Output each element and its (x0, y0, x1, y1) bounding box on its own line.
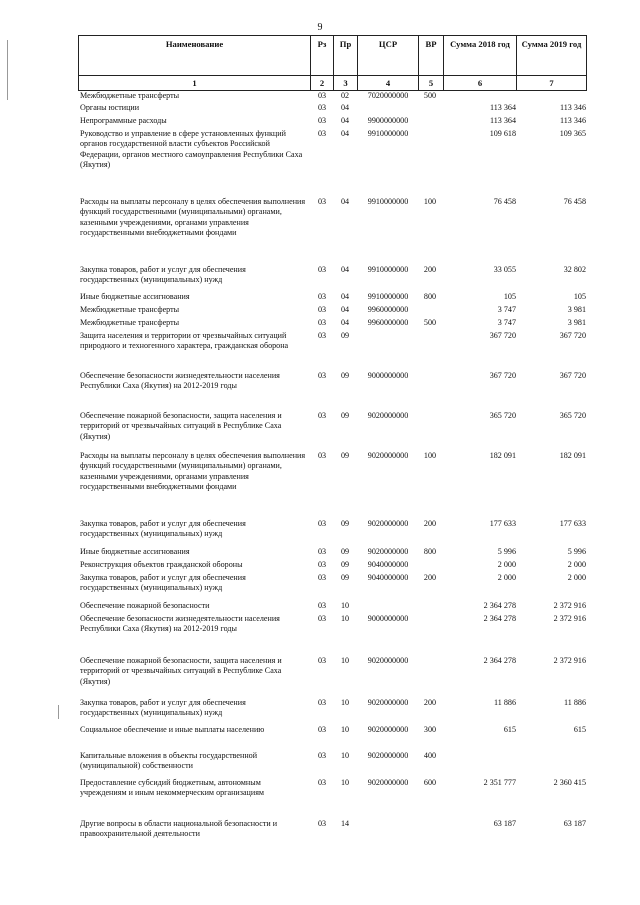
row-vr: 200 (423, 573, 437, 582)
row-csr: 9020000000 (367, 519, 409, 528)
col-number: 3 (334, 76, 358, 91)
row-sum-2018: 177 633 (489, 519, 516, 528)
row-name: Органы юстиции (80, 103, 140, 112)
row-vr: 200 (423, 265, 437, 274)
row-vr: 200 (423, 698, 437, 707)
row-csr: 9020000000 (367, 451, 409, 460)
row-csr: 9020000000 (367, 656, 409, 665)
row-vr: 500 (423, 91, 437, 100)
row-name: Обеспечение безопасности жизнедеятельности населения Республики Саха (Якутия) на 2012-2019 годы (80, 371, 280, 391)
row-sum-2018: 63 187 (493, 819, 516, 828)
row-pr: 04 (340, 265, 350, 274)
row-pr: 09 (340, 451, 350, 460)
row-rz: 03 (317, 819, 327, 828)
row-csr: 7020000000 (367, 91, 409, 100)
column-number-row (79, 76, 587, 91)
row-pr: 10 (340, 601, 350, 610)
row-pr: 10 (340, 698, 350, 707)
col-number: 7 (517, 76, 587, 91)
header-sum-2019: Сумма 2019 год (517, 36, 587, 76)
row-csr: 9040000000 (367, 560, 409, 569)
row-sum-2018: 5 996 (497, 547, 516, 556)
row-sum-2018: 33 055 (493, 265, 516, 274)
row-sum-2018: 109 618 (489, 129, 516, 138)
row-pr: 02 (340, 91, 350, 100)
row-sum-2018: 615 (503, 725, 516, 734)
row-sum-2018: 113 364 (489, 103, 516, 112)
row-sum-2018: 3 747 (497, 318, 516, 327)
row-csr: 9960000000 (367, 318, 409, 327)
row-csr: 9020000000 (367, 547, 409, 556)
row-sum-2019: 5 996 (567, 547, 586, 556)
row-rz: 03 (317, 656, 327, 665)
row-rz: 03 (317, 560, 327, 569)
row-rz: 03 (317, 411, 327, 420)
row-sum-2019: 615 (573, 725, 586, 734)
row-sum-2019: 63 187 (563, 819, 586, 828)
header-row (79, 36, 587, 76)
row-pr: 04 (340, 129, 350, 138)
row-sum-2018: 2 364 278 (483, 614, 516, 623)
row-csr: 9000000000 (367, 614, 409, 623)
row-rz: 03 (317, 519, 327, 528)
row-sum-2019: 2 000 (567, 560, 586, 569)
row-sum-2019: 11 886 (564, 698, 586, 707)
row-name: Иные бюджетные ассигнования (80, 292, 190, 301)
row-name: Расходы на выплаты персоналу в целях обеспечения выполнения функций государственными (муниципальными) органами, казенными учреждениями, органами управления государственными внебюджетными фондами (80, 197, 306, 238)
row-pr: 09 (340, 411, 350, 420)
row-sum-2018: 113 364 (489, 116, 516, 125)
row-pr: 04 (340, 318, 350, 327)
row-name: Социальное обеспечение и иные выплаты населению (80, 725, 265, 734)
row-sum-2018: 367 720 (489, 331, 516, 340)
row-sum-2019: 32 802 (563, 265, 586, 274)
header-sum-2018: Сумма 2018 год (444, 36, 517, 76)
row-sum-2018: 182 091 (489, 451, 516, 460)
row-sum-2018: 105 (503, 292, 516, 301)
row-csr: 9900000000 (367, 116, 409, 125)
row-csr: 9020000000 (367, 778, 409, 787)
row-sum-2019: 365 720 (559, 411, 586, 420)
row-pr: 04 (340, 292, 350, 301)
header-pr: Пр (334, 36, 358, 76)
row-name: Закупка товаров, работ и услуг для обеспечения государственных (муниципальных) нужд (80, 573, 246, 593)
row-name: Расходы на выплаты персоналу в целях обеспечения выполнения функций государственными (муниципальными) органами, казенными учреждениями, органами управления государственными внебюджетными фондами (80, 451, 306, 492)
row-name: Обеспечение безопасности жизнедеятельности населения Республики Саха (Якутия) на 2012-2019 годы (80, 614, 280, 634)
row-pr: 10 (340, 778, 350, 787)
row-vr: 200 (423, 519, 437, 528)
row-name: Реконструкция объектов гражданской обороны (80, 560, 243, 569)
row-name: Закупка товаров, работ и услуг для обеспечения государственных (муниципальных) нужд (80, 265, 246, 285)
col-number: 4 (358, 76, 419, 91)
row-name: Непрограммные расходы (80, 116, 167, 125)
page-number: 9 (317, 22, 323, 33)
header-vr: ВР (419, 36, 444, 76)
row-sum-2019: 2 372 916 (553, 614, 586, 623)
row-csr: 9020000000 (367, 725, 409, 734)
row-pr: 09 (340, 547, 350, 556)
row-rz: 03 (317, 103, 327, 112)
row-rz: 03 (317, 331, 327, 340)
row-rz: 03 (317, 451, 327, 460)
row-csr: 9910000000 (367, 292, 409, 301)
row-csr: 9020000000 (367, 411, 409, 420)
row-sum-2019: 3 981 (567, 318, 586, 327)
row-sum-2019: 2 360 415 (553, 778, 586, 787)
row-name: Капитальные вложения в объекты государственной (муниципальной) собственности (80, 751, 258, 771)
row-csr: 9020000000 (367, 751, 409, 760)
row-rz: 03 (317, 547, 327, 556)
row-name: Обеспечение пожарной безопасности (80, 601, 210, 610)
row-sum-2019: 177 633 (559, 519, 586, 528)
col-number: 2 (311, 76, 334, 91)
row-csr: 9040000000 (367, 573, 409, 582)
row-pr: 04 (340, 103, 350, 112)
row-name: Иные бюджетные ассигнования (80, 547, 190, 556)
row-sum-2019: 109 365 (559, 129, 586, 138)
row-name: Межбюджетные трансферты (80, 91, 180, 100)
row-sum-2019: 3 981 (567, 305, 586, 314)
row-rz: 03 (317, 725, 327, 734)
row-csr: 9910000000 (367, 129, 409, 138)
row-pr: 10 (340, 656, 350, 665)
row-name: Защита населения и территории от чрезвычайных ситуаций природного и техногенного характера, гражданская оборона (80, 331, 289, 351)
row-sum-2019: 105 (573, 292, 586, 301)
row-vr: 800 (423, 547, 437, 556)
row-sum-2018: 2 000 (497, 560, 516, 569)
row-rz: 03 (317, 371, 327, 380)
header-rz: Рз (311, 36, 334, 76)
row-pr: 04 (340, 116, 350, 125)
row-sum-2018: 2 000 (497, 573, 516, 582)
row-vr: 800 (423, 292, 437, 301)
row-rz: 03 (317, 91, 327, 100)
row-rz: 03 (317, 197, 327, 206)
row-sum-2018: 3 747 (497, 305, 516, 314)
row-csr: 9960000000 (367, 305, 409, 314)
row-name: Предоставление субсидий бюджетным, автономным учреждениям и иным некоммерческим организациям (80, 778, 265, 798)
scan-margin-mark (7, 40, 8, 100)
row-sum-2019: 2 372 916 (553, 601, 586, 610)
row-rz: 03 (317, 116, 327, 125)
row-vr: 500 (423, 318, 437, 327)
row-csr: 9910000000 (367, 265, 409, 274)
row-rz: 03 (317, 778, 327, 787)
header-name: Наименование (79, 36, 311, 76)
col-number: 6 (444, 76, 517, 91)
row-name: Другие вопросы в области национальной безопасности и правоохранительной деятельности (80, 819, 278, 839)
row-vr: 600 (423, 778, 437, 787)
row-sum-2018: 2 351 777 (483, 778, 516, 787)
row-sum-2019: 2 000 (567, 573, 586, 582)
row-sum-2019: 367 720 (559, 371, 586, 380)
row-pr: 10 (340, 751, 350, 760)
row-sum-2018: 2 364 278 (483, 656, 516, 665)
scan-margin-mark (58, 705, 59, 719)
row-name: Закупка товаров, работ и услуг для обеспечения государственных (муниципальных) нужд (80, 519, 246, 539)
row-pr: 10 (340, 614, 350, 623)
row-pr: 10 (340, 725, 350, 734)
row-rz: 03 (317, 614, 327, 623)
row-rz: 03 (317, 305, 327, 314)
col-number: 5 (419, 76, 444, 91)
row-sum-2018: 367 720 (489, 371, 516, 380)
row-name: Обеспечение пожарной безопасности, защита населения и территорий от чрезвычайных ситуаций в Республике Саха (Якутия) (80, 411, 282, 441)
row-csr: 9910000000 (367, 197, 409, 206)
row-sum-2018: 365 720 (489, 411, 516, 420)
row-vr: 100 (423, 197, 437, 206)
row-name: Межбюджетные трансферты (80, 305, 180, 314)
row-sum-2018: 11 886 (494, 698, 516, 707)
row-rz: 03 (317, 292, 327, 301)
row-sum-2019: 182 091 (559, 451, 586, 460)
row-name: Обеспечение пожарной безопасности, защита населения и территорий от чрезвычайных ситуаций в Республике Саха (Якутия) (80, 656, 282, 686)
row-sum-2019: 113 346 (559, 103, 586, 112)
row-pr: 09 (340, 371, 350, 380)
row-csr: 9000000000 (367, 371, 409, 380)
row-sum-2019: 113 346 (559, 116, 586, 125)
row-sum-2018: 2 364 278 (483, 601, 516, 610)
row-name: Межбюджетные трансферты (80, 318, 180, 327)
row-vr: 100 (423, 451, 437, 460)
row-sum-2019: 2 372 916 (553, 656, 586, 665)
row-pr: 04 (340, 305, 350, 314)
row-pr: 09 (340, 573, 350, 582)
row-pr: 09 (340, 331, 350, 340)
row-vr: 300 (423, 725, 437, 734)
row-name: Закупка товаров, работ и услуг для обеспечения государственных (муниципальных) нужд (80, 698, 246, 718)
row-rz: 03 (317, 129, 327, 138)
row-rz: 03 (317, 601, 327, 610)
row-csr: 9020000000 (367, 698, 409, 707)
row-sum-2019: 76 458 (563, 197, 586, 206)
row-rz: 03 (317, 318, 327, 327)
row-pr: 09 (340, 519, 350, 528)
row-sum-2019: 367 720 (559, 331, 586, 340)
row-rz: 03 (317, 573, 327, 582)
row-pr: 04 (340, 197, 350, 206)
row-vr: 400 (423, 751, 437, 760)
row-pr: 09 (340, 560, 350, 569)
col-number: 1 (79, 76, 311, 91)
row-rz: 03 (317, 751, 327, 760)
row-pr: 14 (340, 819, 350, 828)
row-rz: 03 (317, 698, 327, 707)
header-csr: ЦСР (358, 36, 419, 76)
row-name: Руководство и управление в сфере установленных функций органов государственной власти субъектов Российской Федерации, органов местного самоуправления Республики Саха (Якутия) (80, 129, 303, 170)
row-sum-2018: 76 458 (493, 197, 516, 206)
table-header (78, 35, 587, 91)
row-rz: 03 (317, 265, 327, 274)
